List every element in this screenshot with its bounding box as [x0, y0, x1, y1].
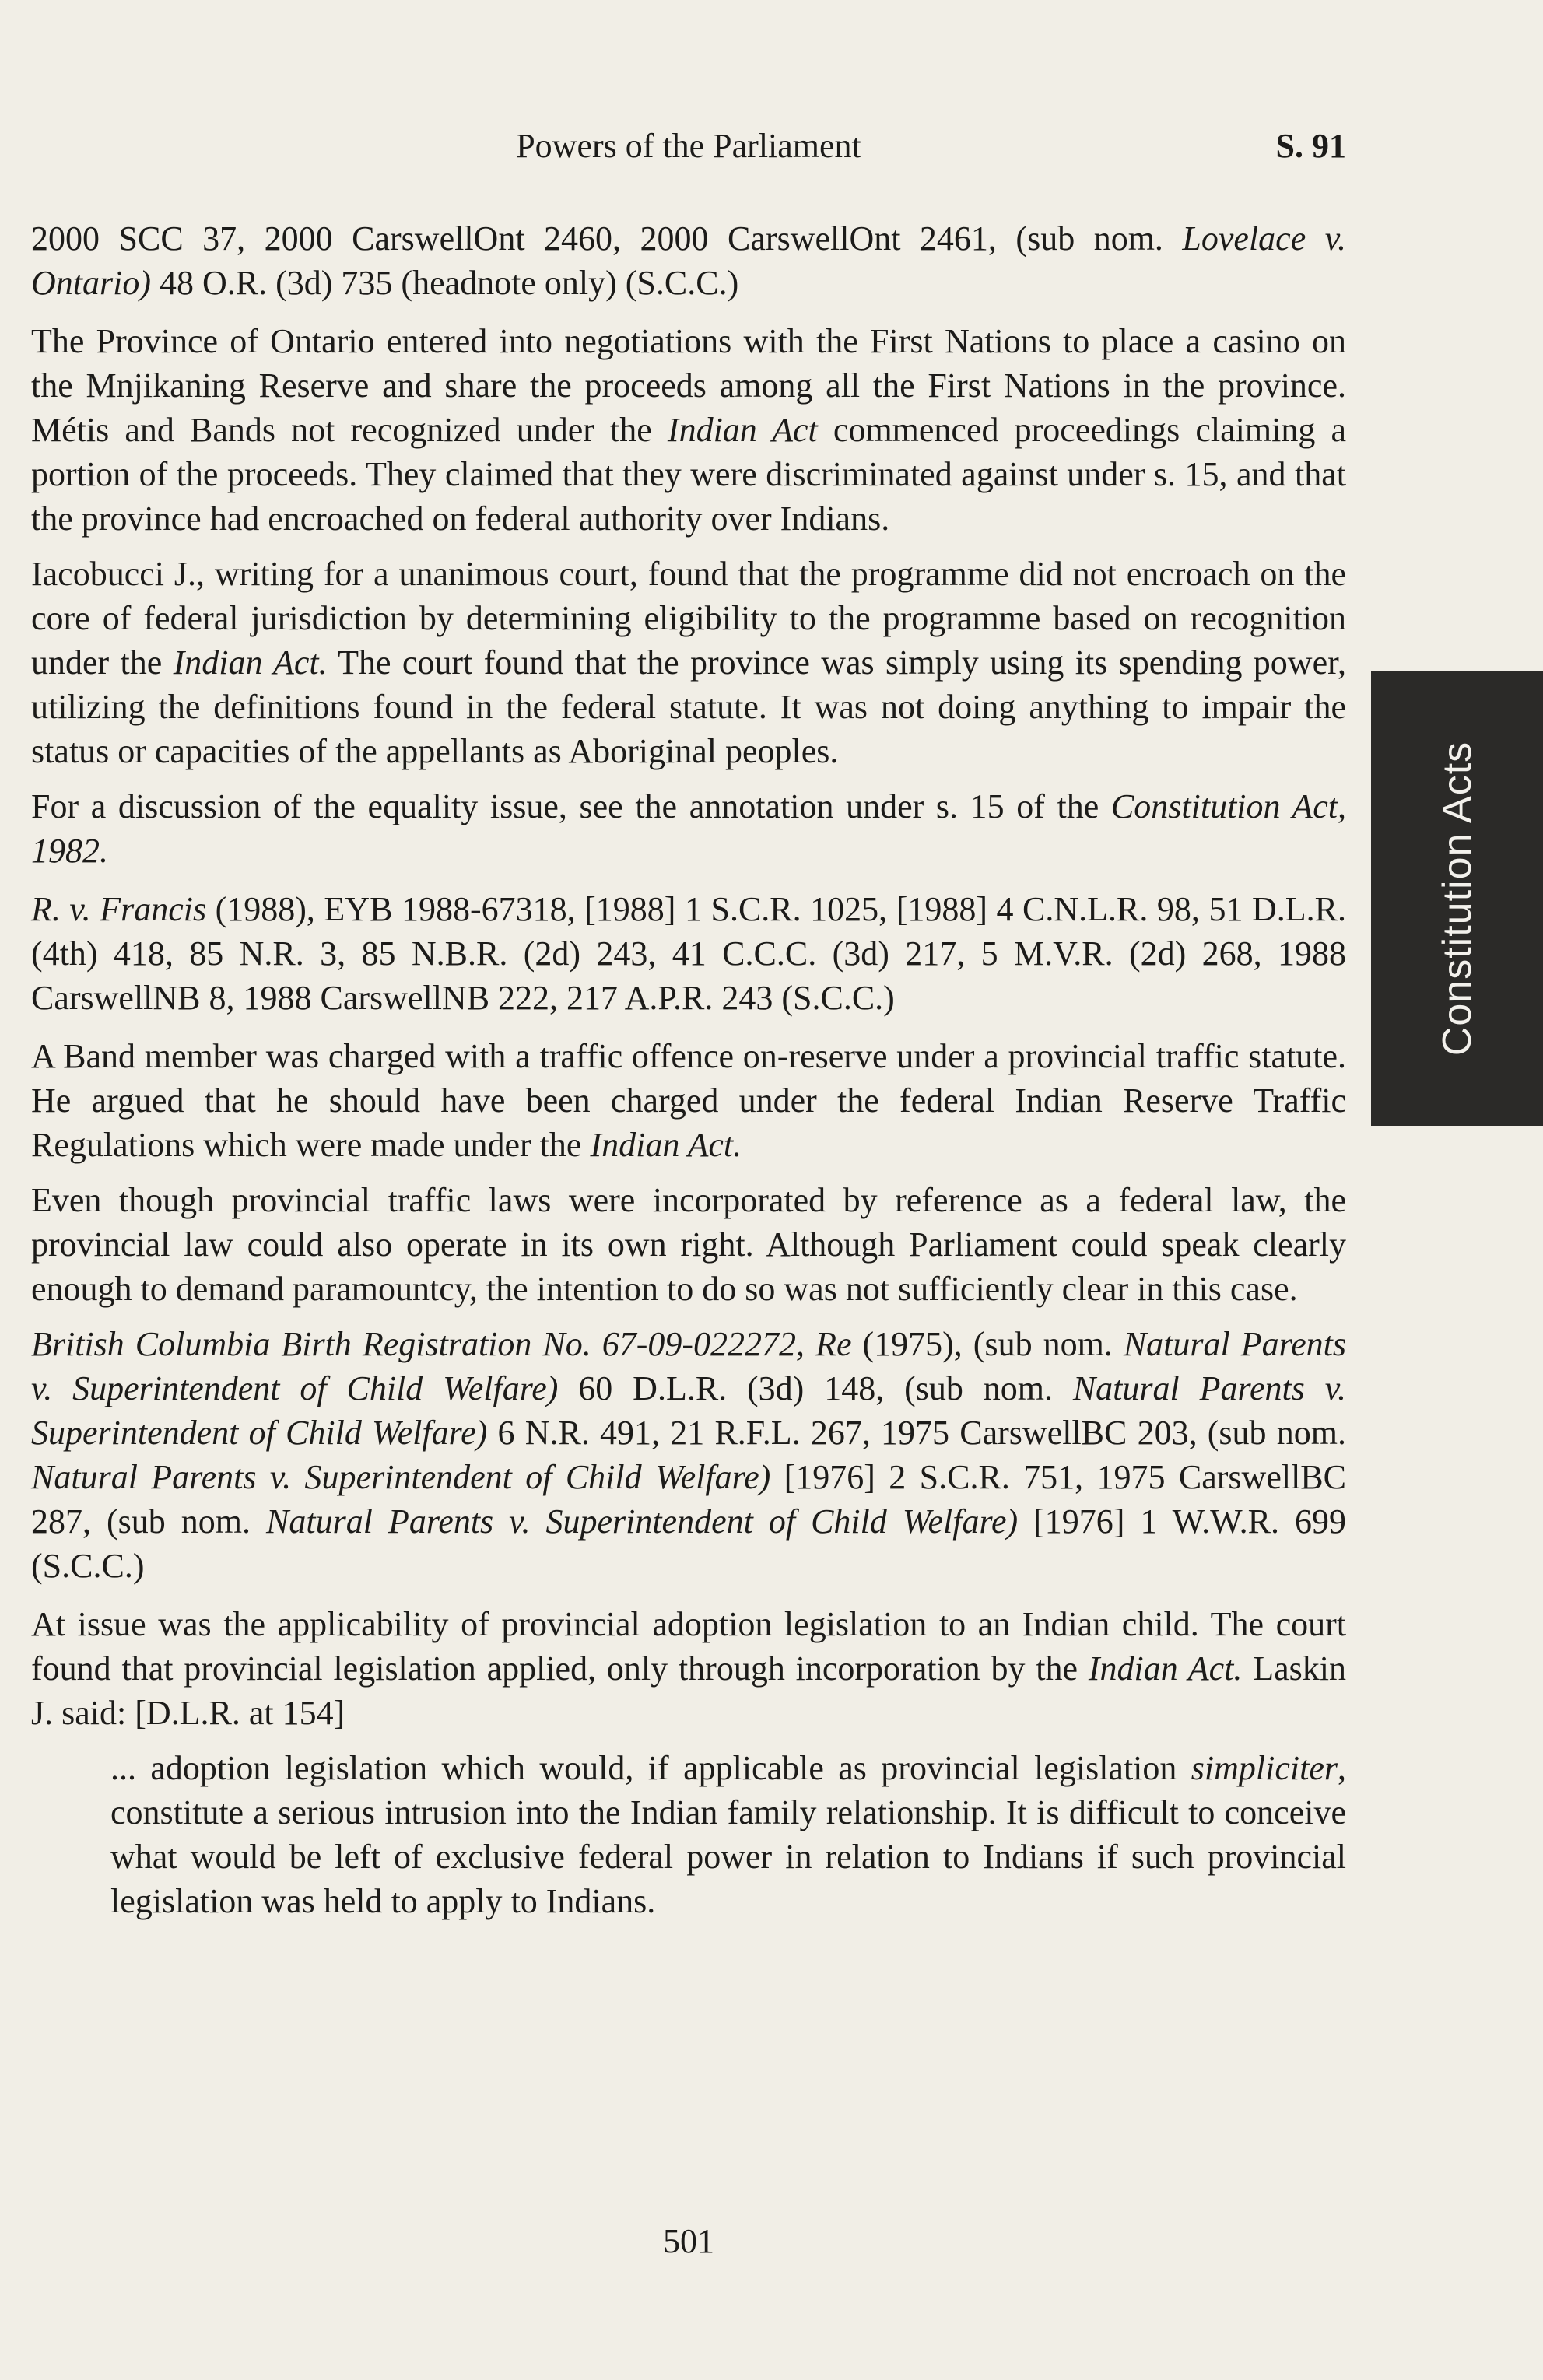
annotation-paragraph — [31, 1178, 1346, 1311]
text-run: The Province of Ontario entered into negotiations with the First Nations to place a casino on the Mnjikaning Reserve and share the proceeds among all the First Nations in the province. Métis and Bands not recognized under the — [31, 322, 1346, 449]
text-run: 6 N.R. 491, 21 R.F.L. 267, 1975 CarswellBC 203, (sub nom. — [487, 1414, 1346, 1452]
annotation-paragraph — [31, 552, 1346, 773]
italic-run: Natural Parents v. Superintendent of Child Welfare) — [31, 1369, 1346, 1452]
case-citation-birth-registration — [31, 1322, 1346, 1588]
thumb-index-label: Constitution Acts — [1434, 741, 1480, 1056]
italic-run: Natural Parents v. Superintendent of Child Welfare) — [31, 1325, 1346, 1407]
text-run: (1975), (sub nom. — [851, 1325, 1124, 1363]
italic-run: Natural Parents v. Superintendent of Child Welfare) — [266, 1502, 1019, 1541]
text-run: , constitute a serious intrusion into the Indian family relationship. It is difficult to conceive what would be left of exclusive federal power in relation to Indians if such provincial legislation was held to apply to Indians. — [110, 1749, 1346, 1920]
italic-run: Indian Act — [667, 411, 818, 449]
case-citation-lovelace — [31, 216, 1346, 305]
italic-run: R. v. Francis — [31, 890, 207, 928]
page-body — [31, 216, 1346, 1923]
text-run: For a discussion of the equality issue, see the annotation under s. 15 of the — [31, 787, 1111, 825]
italic-run: Constitution Act, 1982. — [31, 787, 1346, 870]
text-run: A Band member was charged with a traffic offence on-reserve under a provincial traffic statute. He argued that he should have been charged under the federal Indian Reserve Traffic Regulations which were made under the — [31, 1037, 1346, 1164]
case-citation-francis — [31, 887, 1346, 1020]
text-run: Iacobucci J., writing for a unanimous court, found that the programme did not encroach on the core of federal jurisdiction by determining eligibility to the programme based on recognition under the — [31, 555, 1346, 682]
italic-run: simpliciter — [1191, 1749, 1338, 1787]
cross-reference-paragraph — [31, 784, 1346, 873]
text-run: [1976] 2 S.C.R. 751, 1975 CarswellBC 287, (sub nom. — [31, 1458, 1346, 1541]
italic-run: Indian Act. — [173, 643, 328, 682]
annotation-paragraph — [31, 1034, 1346, 1167]
header-title: Powers of the Parliament — [516, 127, 861, 165]
annotation-paragraph — [31, 1602, 1346, 1735]
thumb-index-tab — [1371, 671, 1543, 1126]
header-section-number: S. 91 — [1275, 127, 1346, 165]
block-quote — [110, 1746, 1346, 1923]
text-run: (1988), EYB 1988-67318, [1988] 1 S.C.R. 1025, [1988] 4 C.N.L.R. 98, 51 D.L.R. (4th) 418, 85 N.R. 3, 85 N.B.R. (2d) 243, 41 C.C.C. (3d) 217, 5 M.V.R. (2d) 268, 1988 CarswellNB 8, 1988 CarswellNB 222, 217 A.P.R. 243 (S.C.C.) — [31, 890, 1346, 1017]
text-run: ... adoption legislation which would, if applicable as provincial legislation — [110, 1749, 1191, 1787]
text-run: 2000 SCC 37, 2000 CarswellOnt 2460, 2000 CarswellOnt 2461, (sub nom. — [31, 219, 1183, 258]
text-run: Laskin J. said: [D.L.R. at 154] — [31, 1649, 1346, 1732]
annotation-paragraph — [31, 319, 1346, 541]
italic-run: Lovelace v. Ontario) — [31, 219, 1346, 302]
text-run: The court found that the province was simply using its spending power, utilizing the definitions found in the federal statute. It was not doing anything to impair the status or capacities of the appellants as Aboriginal peoples. — [31, 643, 1347, 770]
page-number: 501 — [663, 2222, 714, 2260]
italic-run: Natural Parents v. Superintendent of Child Welfare) — [31, 1458, 771, 1496]
text-run: [1976] 1 W.W.R. 699 (S.C.C.) — [31, 1502, 1346, 1585]
italic-run: Indian Act. — [590, 1126, 742, 1164]
italic-run: British Columbia Birth Registration No. 67-09-022272, Re — [31, 1325, 852, 1363]
text-run: At issue was the applicability of provincial adoption legislation to an Indian child. The court found that provincial legislation applied, only through incorporation by the — [31, 1605, 1346, 1688]
text-run: 48 O.R. (3d) 735 (headnote only) (S.C.C.) — [151, 264, 739, 302]
text-run: Even though provincial traffic laws were incorporated by reference as a federal law, the provincial law could also operate in its own right. Although Parliament could speak clearly enough to demand paramountcy, the intention to do so was not sufficiently clear in this case. — [31, 1181, 1346, 1308]
text-run: 60 D.L.R. (3d) 148, (sub nom. — [558, 1369, 1073, 1407]
running-header — [31, 126, 1346, 173]
italic-run: Indian Act. — [1088, 1649, 1243, 1688]
text-run: commenced proceedings claiming a portion of the proceeds. They claimed that they were discriminated against under s. 15, and that the province had encroached on federal authority over Indians. — [31, 411, 1346, 538]
